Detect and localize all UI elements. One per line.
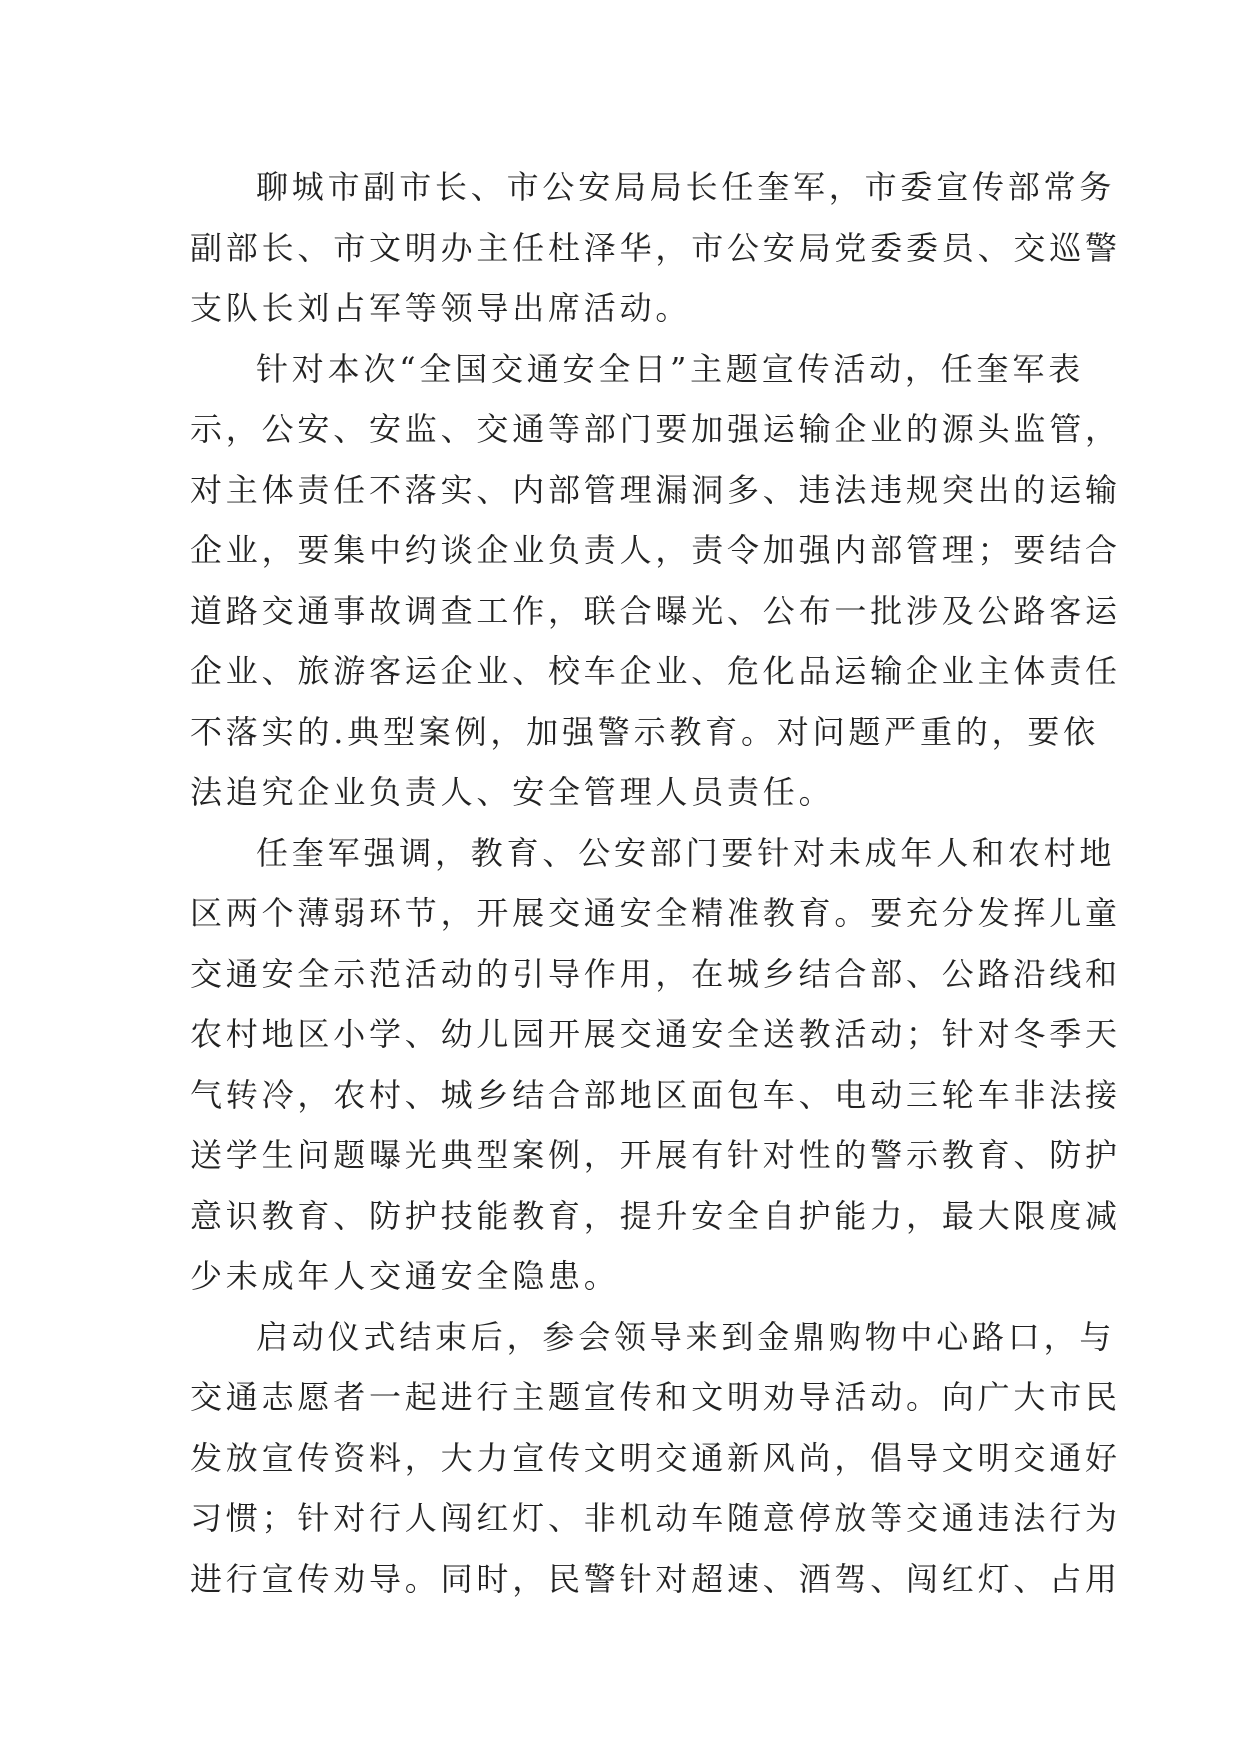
text-line: 企业、旅游客运企业、校车企业、危化品运输企业主体责任 <box>190 652 1121 690</box>
paragraph-4 <box>190 1307 1121 1610</box>
text-line: 进行宣传劝导。同时，民警针对超速、酒驾、闯红灯、占用 <box>190 1559 1121 1598</box>
text-line: 道路交通事故调查工作，联合曝光、公布一批涉及公路客运 <box>190 591 1121 630</box>
text-line: 气转冷，农村、城乡结合部地区面包车、电动三轮车非法接 <box>190 1075 1121 1114</box>
text-line: 示，公安、安监、交通等部门要加强运输企业的源头监管， <box>190 410 1121 448</box>
text-line: 副部长、市文明办主任杜泽华，市公安局党委委员、交巡警 <box>190 228 1121 267</box>
text-line: 启动仪式结束后，参会领导来到金鼎购物中心路口，与 <box>256 1317 1116 1356</box>
text-line: 送学生问题曝光典型案例，开展有针对性的警示教育、防护 <box>190 1136 1121 1174</box>
text-line: 对主体责任不落实、内部管理漏洞多、违法违规突出的运输 <box>190 470 1121 509</box>
text-line: 发放宣传资料，大力宣传文明交通新风尚，倡导文明交通好 <box>190 1438 1121 1477</box>
text-line: 不落实的.典型案例，加强警示教育。对问题严重的，要依 <box>190 712 1099 751</box>
paragraph-2 <box>190 339 1121 823</box>
text-line: 支队长刘占军等领导出席活动。 <box>190 289 692 327</box>
text-line: 企业，要集中约谈企业负责人，责令加强内部管理；要结合 <box>190 531 1121 569</box>
text-line: 聊城市副市长、市公安局局长任奎军，市委宣传部常务 <box>256 168 1116 206</box>
paragraph-1 <box>190 157 1121 339</box>
text-line: 任奎军强调，教育、公安部门要针对未成年人和农村地 <box>256 833 1116 872</box>
text-line: 法追究企业负责人、安全管理人员责任。 <box>190 773 835 811</box>
text-line: 意识教育、防护技能教育，提升安全自护能力，最大限度减 <box>190 1196 1121 1235</box>
text-line: 交通安全示范活动的引导作用，在城乡结合部、公路沿线和 <box>190 954 1121 993</box>
text-line: 交通志愿者一起进行主题宣传和文明劝导活动。向广大市民 <box>190 1378 1121 1416</box>
document-body <box>190 157 1121 1609</box>
text-line: 习惯；针对行人闯红灯、非机动车随意停放等交通违法行为 <box>190 1499 1121 1537</box>
text-line: 少未成年人交通安全隐患。 <box>190 1257 620 1295</box>
text-line: 农村地区小学、幼儿园开展交通安全送教活动；针对冬季天 <box>190 1015 1121 1053</box>
paragraph-3 <box>190 823 1121 1307</box>
text-line: 针对本次“全国交通安全日”主题宣传活动，任奎军表 <box>256 349 1084 388</box>
text-line: 区两个薄弱环节，开展交通安全精准教育。要充分发挥儿童 <box>190 894 1121 932</box>
